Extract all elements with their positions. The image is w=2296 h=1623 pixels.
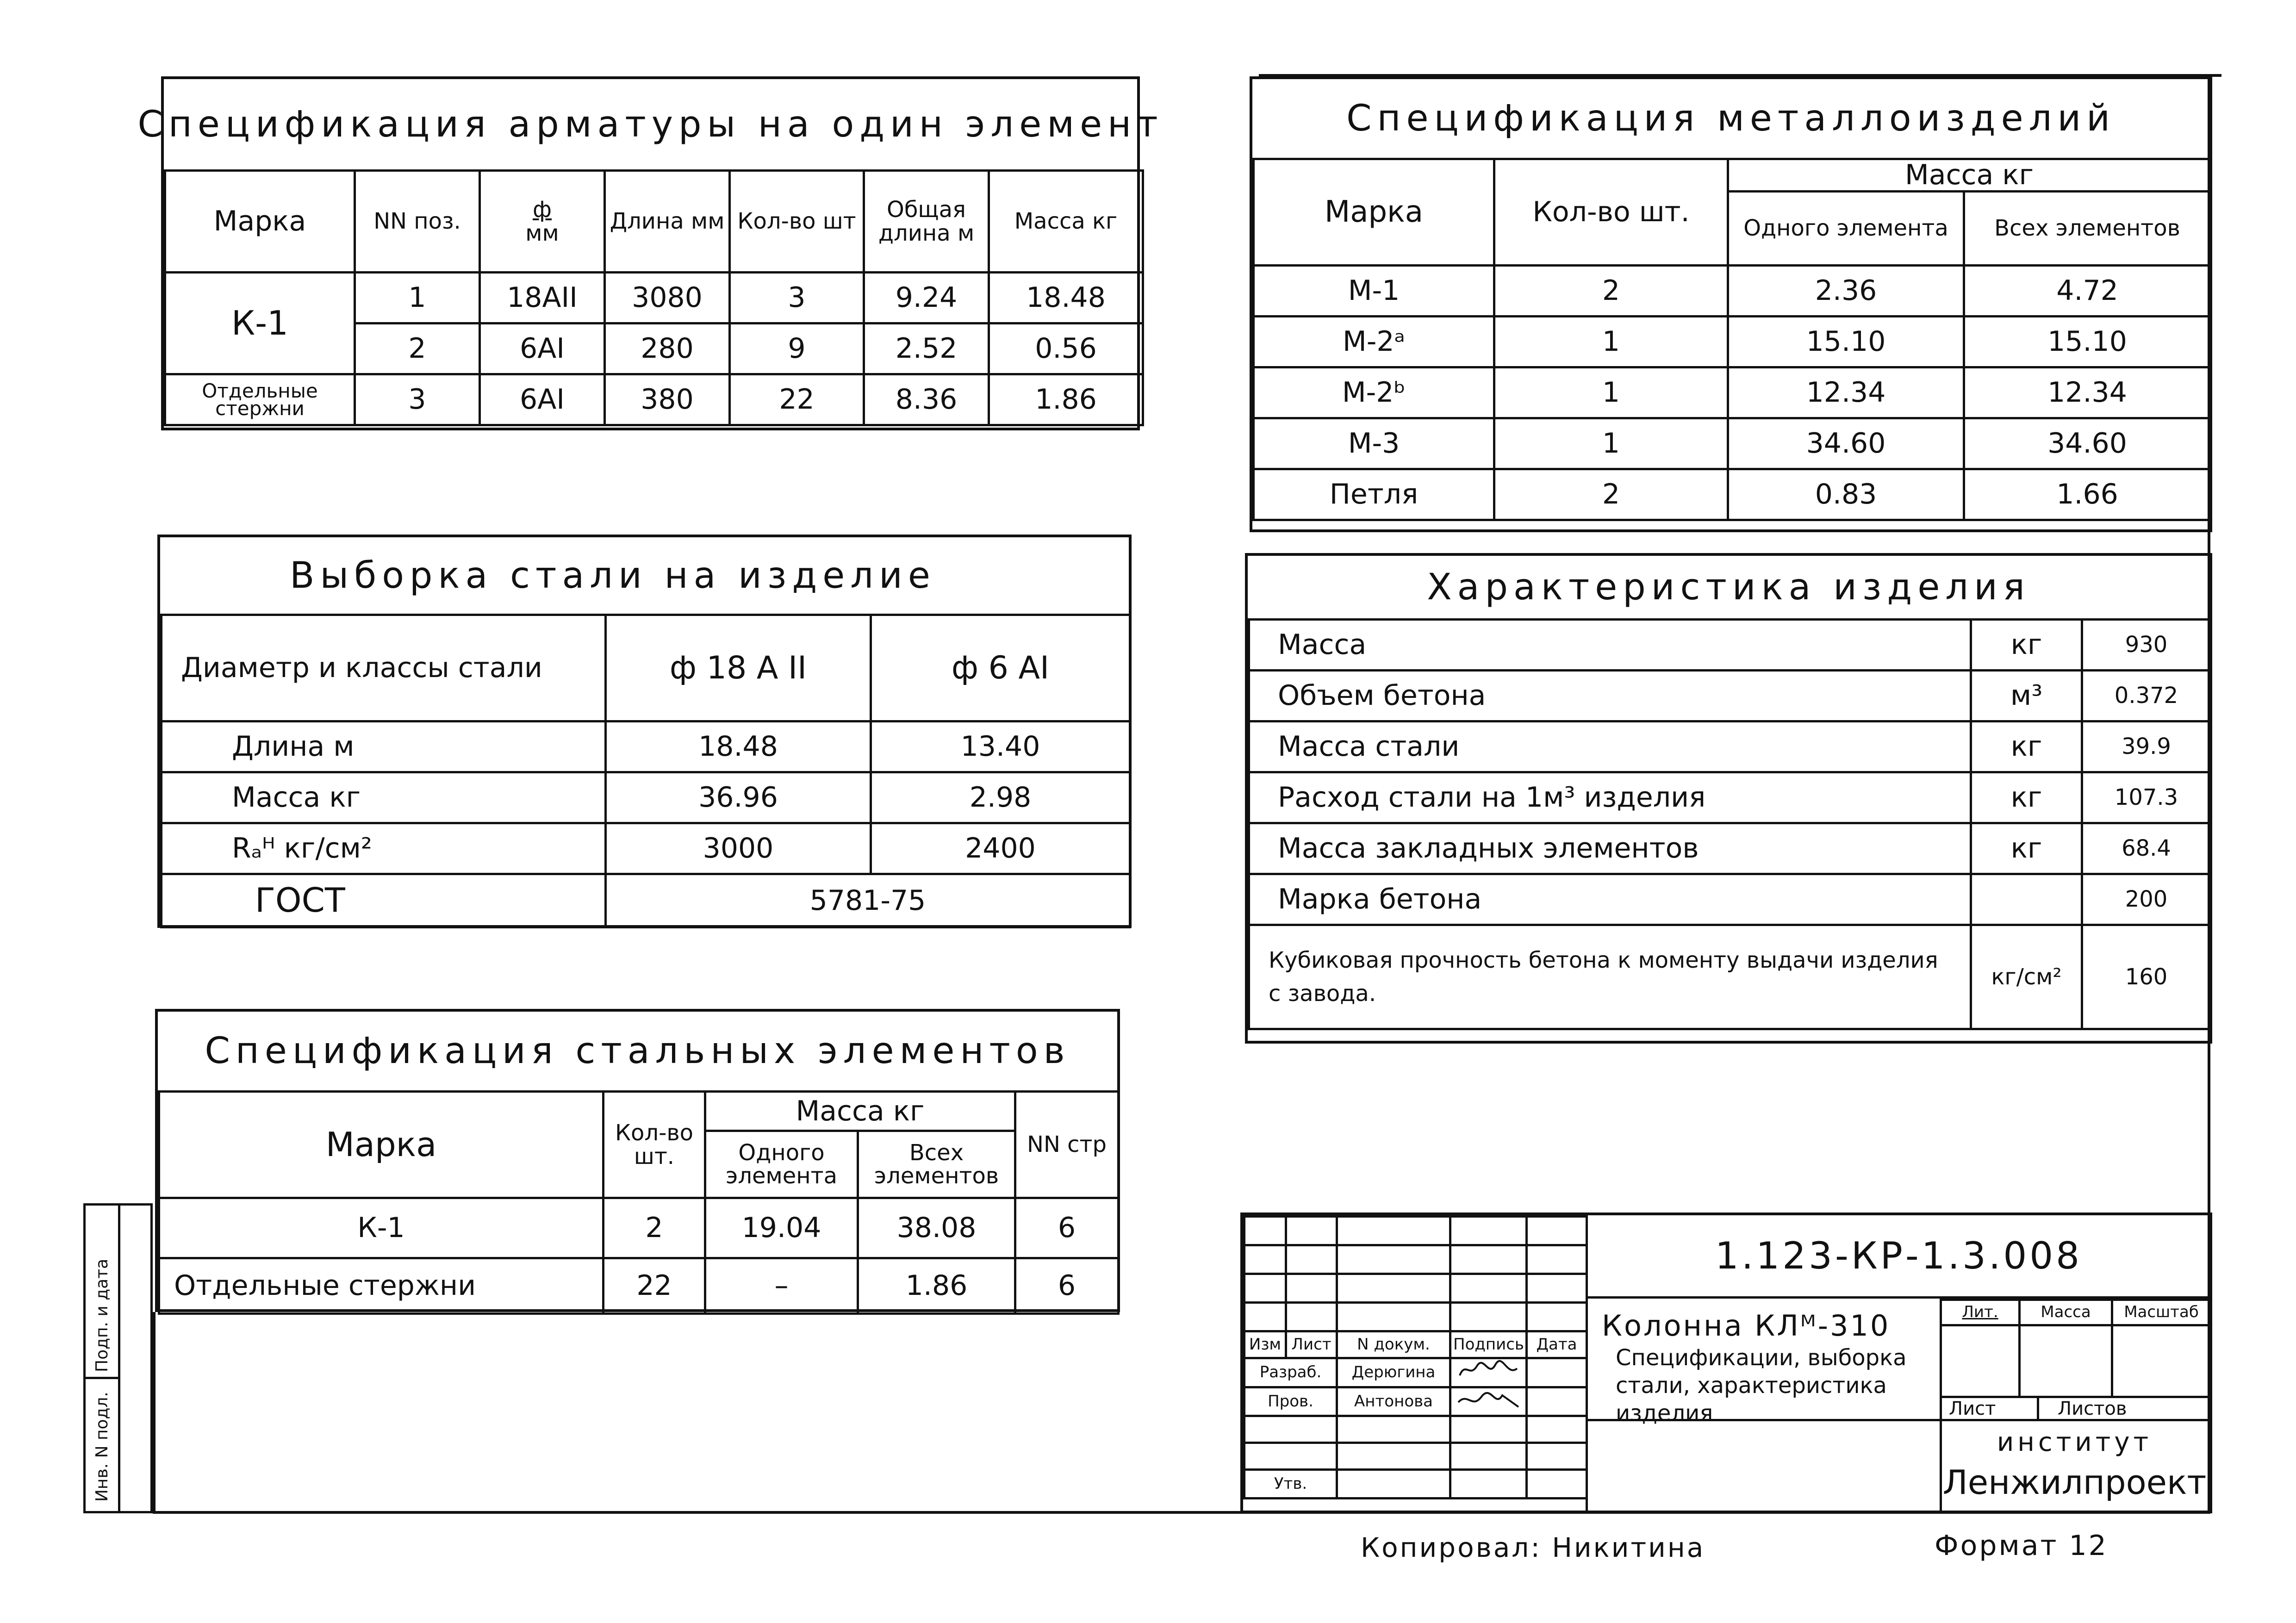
- col-mark: Марка: [165, 171, 355, 273]
- value-cell: 2400: [871, 823, 1130, 874]
- institute-label: институт: [1997, 1427, 2153, 1457]
- char-value: 68.4: [2082, 823, 2211, 874]
- mark-cell: Отдельные стержни: [159, 1258, 604, 1314]
- table-row: [1249, 721, 2211, 772]
- col-qty: Кол-во шт.: [1494, 159, 1728, 266]
- razrab-role: Разраб.: [1244, 1358, 1337, 1387]
- table-row: [165, 273, 1143, 323]
- col-all-elements: Всех элементов: [1964, 192, 2211, 266]
- col-mass: Масса кг: [1728, 159, 2211, 192]
- mark-cell: М-2ᵃ: [1254, 317, 1494, 367]
- char-value: 200: [2082, 874, 2211, 925]
- total-length-cell: 8.36: [864, 374, 989, 425]
- all-cell: 12.34: [1964, 367, 2211, 418]
- title-block: [1240, 1213, 2212, 1513]
- institute-cell: [1940, 1421, 2209, 1511]
- frame-top-line: [1259, 74, 2221, 77]
- steel-elements-table: [155, 1009, 1120, 1312]
- qty-cell: 9: [730, 323, 864, 374]
- steel-selection-table: [157, 535, 1132, 928]
- table-row: [165, 374, 1143, 425]
- copied-by: Копировал: Никитина: [1361, 1532, 1705, 1563]
- col-sign: Подпись: [1450, 1331, 1527, 1358]
- steel-selection-title: Выборка стали на изделие: [290, 554, 936, 597]
- char-unit: кг: [1971, 772, 2082, 823]
- col-all-elements: Всех элементов: [858, 1131, 1015, 1198]
- table-row: [1254, 266, 2211, 317]
- char-unit: м³: [1971, 671, 2082, 721]
- all-cell: 1.66: [1964, 469, 2211, 520]
- massa-label: Масса: [2020, 1300, 2112, 1325]
- col-mass: Масса кг: [705, 1092, 1015, 1131]
- mark-cell: К-1: [165, 273, 355, 374]
- frame-left-line: [153, 1312, 156, 1514]
- char-value: 0.372: [2082, 671, 2211, 721]
- col-total-length: Общая длина м: [864, 171, 989, 273]
- value-cell: 3000: [606, 823, 871, 874]
- pos-cell: 2: [355, 323, 480, 374]
- table-row: [162, 874, 1130, 927]
- col-qty: Кол-во шт: [730, 171, 864, 273]
- row-label: Rₐᴴ кг/см²: [162, 823, 606, 874]
- char-value: 930: [2082, 620, 2211, 671]
- qty-cell: 22: [730, 374, 864, 425]
- qty-cell: 22: [604, 1258, 705, 1314]
- char-label: Объем бетона: [1249, 671, 1971, 721]
- one-cell: –: [705, 1258, 858, 1314]
- table-row: [162, 721, 1130, 772]
- col-one-element: Одного элемента: [1728, 192, 1964, 266]
- table-row: [1254, 317, 2211, 367]
- char-unit: кг: [1971, 823, 2082, 874]
- institute-name: Ленжилпроект: [1942, 1463, 2207, 1502]
- col-pos: NN поз.: [355, 171, 480, 273]
- all-cell: 1.86: [858, 1258, 1015, 1314]
- col-list: Лист: [1286, 1331, 1337, 1358]
- qty-cell: 3: [730, 273, 864, 323]
- utv-role: Утв.: [1244, 1470, 1337, 1499]
- char-label: Масса: [1249, 620, 1971, 671]
- col-one-element: Одного элемента: [705, 1131, 858, 1198]
- pos-cell: 1: [355, 273, 480, 323]
- total-length-cell: 2.52: [864, 323, 989, 374]
- col-mark: Марка: [159, 1092, 604, 1198]
- mark-cell: М-2ᵇ: [1254, 367, 1494, 418]
- diameter-class-label: Диаметр и классы стали: [162, 615, 606, 721]
- row-label: Длина м: [162, 721, 606, 772]
- table-row: [1254, 367, 2211, 418]
- metal-products-table: [1250, 76, 2212, 532]
- table-row: [159, 1198, 1119, 1258]
- drawing-code: 1.123-КР-1.3.008: [1586, 1215, 2209, 1299]
- mark-cell: М-3: [1254, 418, 1494, 469]
- all-cell: 38.08: [858, 1198, 1015, 1258]
- frame-right-line: [2208, 74, 2210, 1513]
- all-cell: 34.60: [1964, 418, 2211, 469]
- length-cell: 3080: [605, 273, 730, 323]
- prov-role: Пров.: [1244, 1387, 1337, 1416]
- mass-cell: 1.86: [989, 374, 1143, 425]
- col-length: Длина мм: [605, 171, 730, 273]
- all-cell: 15.10: [1964, 317, 2211, 367]
- all-cell: 4.72: [1964, 266, 2211, 317]
- prov-name: Антонова: [1337, 1387, 1450, 1416]
- empty-cell: [1586, 1421, 1942, 1511]
- lit-label: Лит.: [1941, 1300, 2020, 1325]
- mass-cell: 18.48: [989, 273, 1143, 323]
- col-izm: Изм: [1244, 1331, 1286, 1358]
- side-sign-date-label: Подп. и дата: [93, 1258, 112, 1372]
- sheet-row: [1940, 1396, 2209, 1421]
- metal-products-title: Спецификация металлоизделий: [1346, 98, 2116, 139]
- rebar-spec-title: Спецификация арматуры на один элемент: [137, 103, 1164, 145]
- col-doc: N докум.: [1337, 1331, 1450, 1358]
- mark-cell: Петля: [1254, 469, 1494, 520]
- masshtab-label: Масштаб: [2112, 1300, 2211, 1325]
- table-row: [1249, 925, 2211, 1029]
- one-cell: 0.83: [1728, 469, 1964, 520]
- value-cell: 18.48: [606, 721, 871, 772]
- char-label: Масса закладных элементов: [1249, 823, 1971, 874]
- format-label: Формат 12: [1935, 1530, 2108, 1562]
- mark-cell: К-1: [159, 1198, 604, 1258]
- table-row: [1249, 772, 2211, 823]
- qty-cell: 1: [1494, 367, 1728, 418]
- length-cell: 280: [605, 323, 730, 374]
- col-qty: Кол-во шт.: [604, 1092, 705, 1198]
- char-label: Кубиковая прочность бетона к моменту выдачи изделия с завода.: [1249, 925, 1971, 1029]
- drawing-name: Колонна КЛᴹ-310: [1602, 1309, 1891, 1343]
- row-label: Масса кг: [162, 772, 606, 823]
- drawing-description: Спецификации, выборка стали, характеристика изделия: [1616, 1344, 1907, 1426]
- qty-cell: 2: [1494, 266, 1728, 317]
- table-row: [162, 823, 1130, 874]
- mark-cell: Отдельные стержни: [165, 374, 355, 425]
- sheets-label: Листов: [2058, 1398, 2127, 1419]
- col-dia: ф мм: [480, 171, 605, 273]
- table-row: [1249, 671, 2211, 721]
- drawing-name-cell: [1586, 1299, 1942, 1426]
- mark-cell: М-1: [1254, 266, 1494, 317]
- col-mark: Марка: [1254, 159, 1494, 266]
- table-row: [1249, 874, 2211, 925]
- table-row: [1249, 620, 2211, 671]
- char-value: 160: [2082, 925, 2211, 1029]
- dia-cell: 6AI: [480, 323, 605, 374]
- pos-cell: 3: [355, 374, 480, 425]
- col-date: Дата: [1527, 1331, 1587, 1358]
- char-label: Марка бетона: [1249, 874, 1971, 925]
- table-row: [1254, 418, 2211, 469]
- dia-cell: 18AII: [480, 273, 605, 323]
- char-value: 39.9: [2082, 721, 2211, 772]
- side-stamp-strip: [83, 1203, 153, 1513]
- gost-label: ГОСТ: [162, 874, 606, 927]
- prov-signature: [1450, 1387, 1527, 1416]
- qty-cell: 1: [1494, 317, 1728, 367]
- char-value: 107.3: [2082, 772, 2211, 823]
- one-cell: 12.34: [1728, 367, 1964, 418]
- dia-6-header: ф 6 AI: [871, 615, 1130, 721]
- qty-cell: 2: [604, 1198, 705, 1258]
- table-row: [159, 1258, 1119, 1314]
- char-label: Расход стали на 1м³ изделия: [1249, 772, 1971, 823]
- one-cell: 2.36: [1728, 266, 1964, 317]
- one-cell: 15.10: [1728, 317, 1964, 367]
- total-length-cell: 9.24: [864, 273, 989, 323]
- rebar-spec-table: [137, 76, 1164, 430]
- value-cell: 36.96: [606, 772, 871, 823]
- length-cell: 380: [605, 374, 730, 425]
- one-cell: 34.60: [1728, 418, 1964, 469]
- table-row: [1254, 469, 2211, 520]
- col-page: NN стр: [1015, 1092, 1119, 1198]
- razrab-name: Дерюгина: [1337, 1358, 1450, 1387]
- page-cell: 6: [1015, 1258, 1119, 1314]
- side-inventory-label: Инв. N подл.: [93, 1392, 112, 1502]
- dia-18-header: ф 18 A II: [606, 615, 871, 721]
- char-unit: кг: [1971, 721, 2082, 772]
- qty-cell: 1: [1494, 418, 1728, 469]
- product-characteristics-title: Характеристика изделия: [1427, 566, 2030, 608]
- char-label: Масса стали: [1249, 721, 1971, 772]
- sheet-label: Лист: [1940, 1398, 2039, 1419]
- char-unit: кг/см²: [1971, 925, 2082, 1029]
- char-unit: кг: [1971, 620, 2082, 671]
- gost-value: 5781-75: [606, 874, 1130, 927]
- char-unit: [1971, 874, 2082, 925]
- steel-elements-title: Спецификация стальных элементов: [205, 1030, 1070, 1072]
- table-row: [1249, 823, 2211, 874]
- frame-bottom-line: [153, 1511, 2210, 1514]
- product-characteristics-table: [1245, 553, 2212, 1044]
- value-cell: 2.98: [871, 772, 1130, 823]
- page-cell: 6: [1015, 1198, 1119, 1258]
- table-row: [162, 772, 1130, 823]
- mass-cell: 0.56: [989, 323, 1143, 374]
- dia-cell: 6AI: [480, 374, 605, 425]
- razrab-signature: [1450, 1358, 1527, 1387]
- col-mass: Масса кг: [989, 171, 1143, 273]
- value-cell: 13.40: [871, 721, 1130, 772]
- qty-cell: 2: [1494, 469, 1728, 520]
- one-cell: 19.04: [705, 1198, 858, 1258]
